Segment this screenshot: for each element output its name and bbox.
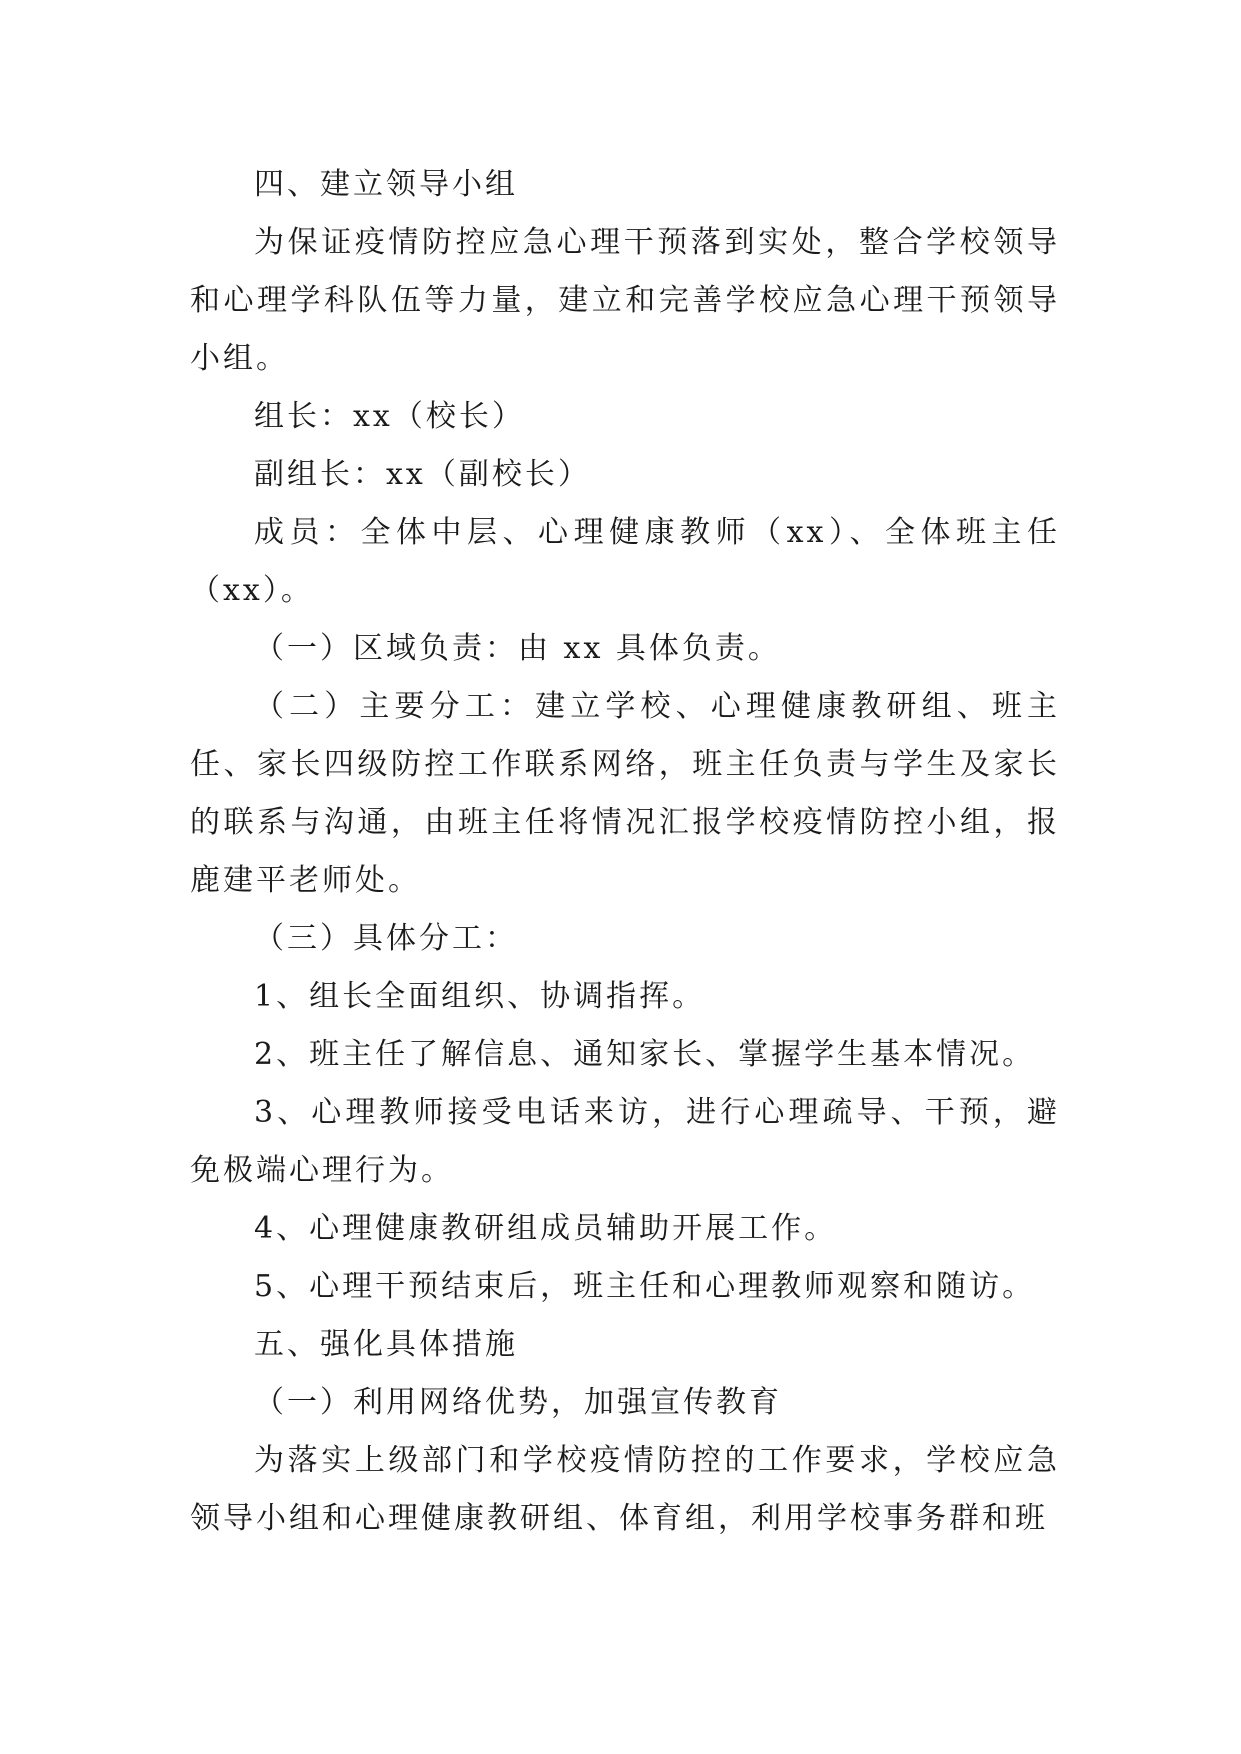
list-item-3: 3、心理教师接受电话来访，进行心理疏导、干预，避免极端心理行为。 xyxy=(190,1095,1060,1188)
list-item-4: 4、心理健康教研组成员辅助开展工作。 xyxy=(254,1211,838,1246)
list-item-1: 1、组长全面组织、协调指挥。 xyxy=(254,979,706,1014)
list-item-5: 5、心理干预结束后，班主任和心理教师观察和随访。 xyxy=(254,1269,1036,1304)
paragraph-purpose: 为保证疫情防控应急心理干预落到实处，整合学校领导和心理学科队伍等力量，建立和完善学校应急心理干预领导小组。 xyxy=(190,225,1060,376)
section-heading-4: 四、建立领导小组 xyxy=(254,167,518,202)
team-leader-line: 组长：xx（校长） xyxy=(254,399,525,434)
deputy-leader-line: 副组长：xx（副校长） xyxy=(254,457,591,492)
subsection-network-advantage: （一）利用网络优势，加强宣传教育 xyxy=(254,1385,782,1420)
subsection-main-division: （二）主要分工：建立学校、心理健康教研组、班主任、家长四级防控工作联系网络，班主任负责与学生及家长的联系与沟通，由班主任将情况汇报学校疫情防控小组，报鹿建平老师处。 xyxy=(190,689,1060,898)
document-body xyxy=(190,156,1060,1548)
list-item-2: 2、班主任了解信息、通知家长、掌握学生基本情况。 xyxy=(254,1037,1036,1072)
members-line: 成员：全体中层、心理健康教师（xx）、全体班主任（xx）。 xyxy=(190,515,1060,608)
subsection-specific-division: （三）具体分工： xyxy=(254,921,518,956)
paragraph-implementation: 为落实上级部门和学校疫情防控的工作要求，学校应急领导小组和心理健康教研组、体育组，利用学校事务群和班 xyxy=(190,1443,1060,1536)
subsection-area-responsibility: （一）区域负责：由 xx 具体负责。 xyxy=(254,631,781,666)
section-heading-5: 五、强化具体措施 xyxy=(254,1327,518,1362)
